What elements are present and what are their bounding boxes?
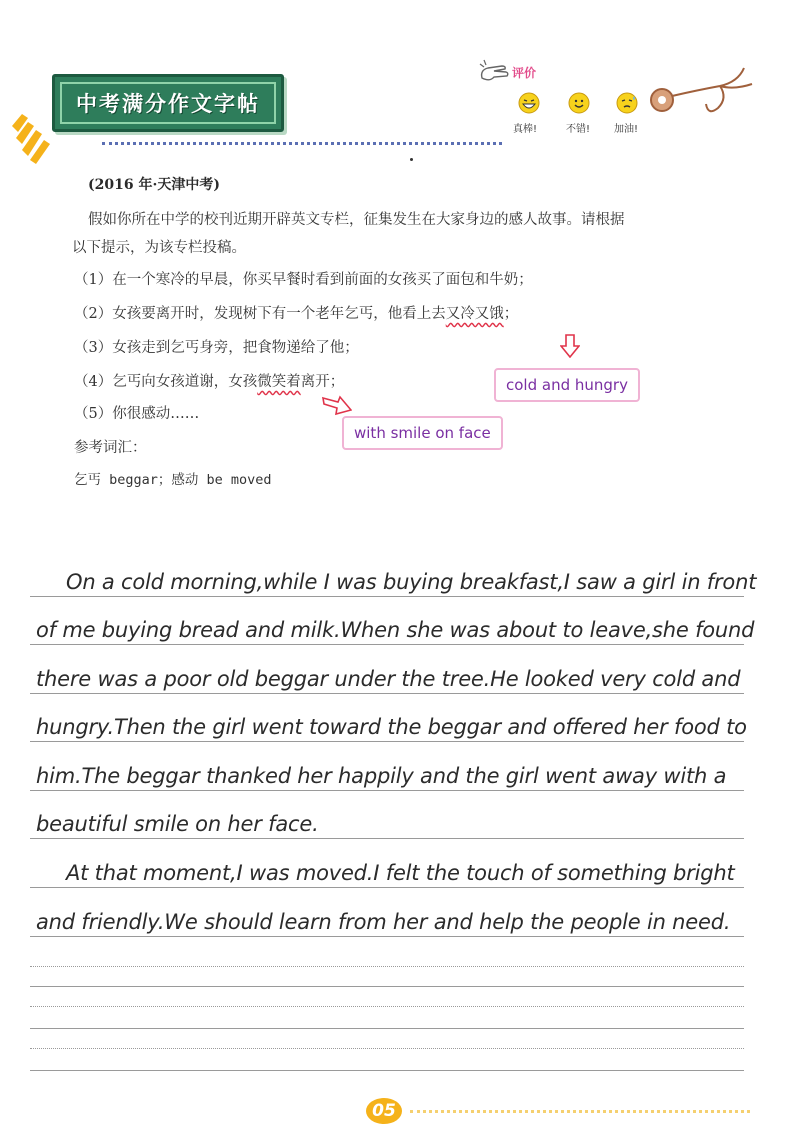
prompt-intro-line-1: 假如你所在中学的校刊近期开辟英文专栏，征集发生在大家身边的感人故事。请根据 [88, 212, 625, 228]
highlight-cold-hungry: 又冷又饿 [445, 306, 504, 322]
essay-line-4: hungry.Then the girl went toward the beggar and offered her food to [36, 715, 747, 739]
empty-writing-line [30, 1070, 744, 1071]
prompt-item-5: （5）你很感动…… [74, 406, 200, 422]
footer-dotted-rule [410, 1110, 750, 1113]
smiling-face-icon [568, 92, 590, 114]
essay-line-7: At that moment,I was moved.I felt the touch of something bright [66, 861, 735, 885]
prompt-item-4: （4）乞丐向女孩道谢，女孩微笑着离开； [74, 374, 345, 390]
rating-label-good: 不错! [566, 124, 591, 135]
essay-line-3: there was a poor old beggar under the tree.He looked very cold and [36, 667, 741, 691]
essay-line-1: On a cold morning,while I was buying breakfast,I saw a girl in front [66, 570, 757, 594]
writing-line [30, 693, 744, 694]
page-number-badge: 05 [366, 1098, 402, 1124]
empty-dotted-line [30, 1048, 744, 1049]
writing-line [30, 838, 744, 839]
writing-line [30, 596, 744, 597]
vocab-list: 乞丐 beggar；感动 be moved [74, 472, 272, 488]
arrow-down-icon [560, 334, 580, 358]
essay-line-2: of me buying bread and milk.When she was about to leave,she found [36, 618, 755, 642]
banner-stripes-decoration [12, 108, 56, 164]
vocab-label: 参考词汇： [74, 440, 147, 456]
prompt-item-1: （1）在一个寒冷的早晨，你买早餐时看到前面的女孩买了面包和牛奶； [74, 272, 533, 288]
header-banner [52, 74, 284, 132]
prompt-intro-line-2: 以下提示，为该专栏投稿。 [72, 240, 246, 256]
rope-decoration-icon [648, 64, 758, 124]
pointing-hand-icon [478, 58, 512, 86]
rating-label-keep-going: 加油! [614, 124, 639, 135]
essay-line-5: him.The beggar thanked her happily and the girl went away with a [36, 764, 727, 788]
prompt-item-2: （2）女孩要离开时，发现树下有一个老年乞丐，他看上去又冷又饿； [74, 306, 519, 322]
annotation-cold-and-hungry: cold and hungry [494, 368, 640, 402]
empty-writing-line [30, 986, 744, 987]
writing-line [30, 644, 744, 645]
essay-line-6: beautiful smile on her face. [36, 812, 319, 836]
writing-line [30, 741, 744, 742]
empty-dotted-line [30, 1006, 744, 1007]
sweating-face-icon [616, 92, 638, 114]
prompt-item-3: （3）女孩走到乞丐身旁，把食物递给了他； [74, 340, 359, 356]
essay-line-8: and friendly.We should learn from her and help the people in need. [36, 910, 731, 934]
header-dotted-rule [102, 142, 502, 145]
highlight-smile: 微笑着 [257, 374, 301, 390]
evaluation-label: 评价 [512, 66, 537, 80]
writing-line [30, 887, 744, 888]
annotation-with-smile: with smile on face [342, 416, 503, 450]
arrow-right-icon [322, 394, 352, 416]
empty-dotted-line [30, 966, 744, 967]
writing-line [30, 790, 744, 791]
banner-title: 中考满分作文字帖 [76, 92, 260, 116]
empty-writing-line [30, 1028, 744, 1029]
rating-label-great: 真棒! [513, 124, 538, 135]
dot-mark [410, 158, 413, 161]
writing-line [30, 936, 744, 937]
prompt-source: (2016 年·天津中考) [88, 177, 220, 193]
laughing-face-icon [518, 92, 540, 114]
